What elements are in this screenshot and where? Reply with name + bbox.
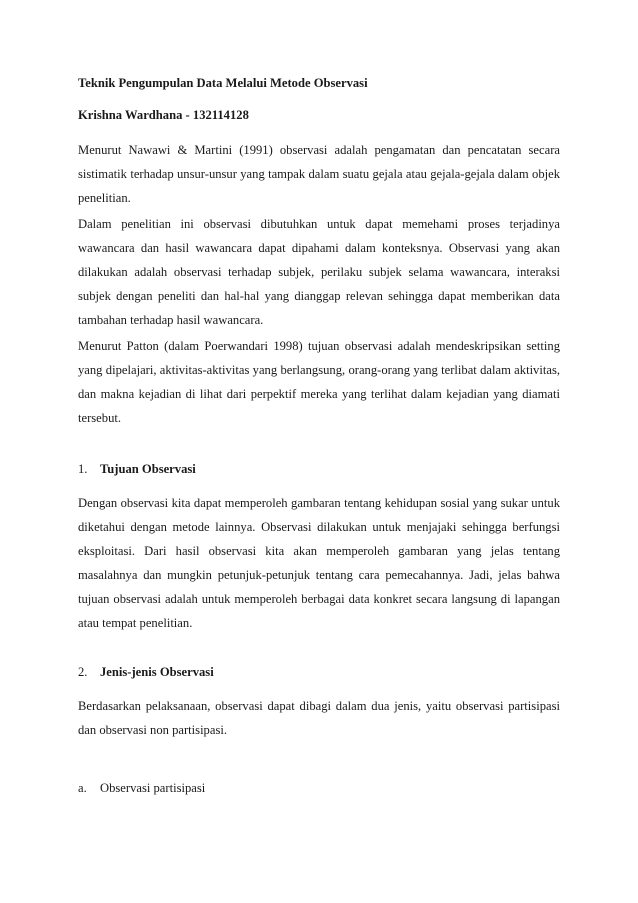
paragraph-line: tersebut.	[78, 411, 122, 425]
paragraph-line: yang dipelajari, aktivitas-aktivitas yang berlangsung, orang-orang yang terlibat dalam aktivitas,	[78, 363, 560, 377]
paragraph-line: dan makna kejadian di lihat dari perpektif mereka yang terlihat dalam kejadian yang diamati	[78, 387, 560, 401]
paragraph-line: wawancara dan hasil wawancara dapat dipahami dalam konteksnya. Observasi yang akan	[78, 241, 560, 255]
section-heading-1	[78, 461, 196, 477]
paragraph-line: Berdasarkan pelaksanaan, observasi dapat dibagi dalam dua jenis, yaitu observasi partisipasi	[78, 699, 560, 713]
paragraph-line: Dengan observasi kita dapat memperoleh gambaran tentang kehidupan sosial yang sukar untuk	[78, 496, 560, 510]
document-author: Krishna Wardhana - 132114128	[78, 108, 249, 122]
subsection-heading-a	[78, 780, 205, 796]
paragraph-line: tambahan terhadap hasil wawancara.	[78, 313, 264, 327]
paragraph-line: sistimatik terhadap unsur-unsur yang tampak dalam suatu gejala atau gejala-gejala dalam objek	[78, 167, 560, 181]
paragraph-line: penelitian.	[78, 191, 131, 205]
section-number: 2.	[78, 665, 88, 679]
section-title: Jenis-jenis Observasi	[100, 665, 214, 679]
document-title: Teknik Pengumpulan Data Melalui Metode Observasi	[78, 76, 368, 90]
section-title: Tujuan Observasi	[100, 462, 196, 476]
paragraph-line: eksploitasi. Dari hasil observasi kita akan memperoleh gambaran yang jelas tentang	[78, 544, 560, 558]
paragraph-line: diketahui dengan metode lainnya. Observasi dilakukan untuk menjajaki sehingga berfungsi	[78, 520, 560, 534]
subsection-letter: a.	[78, 781, 87, 795]
paragraph-line: subjek dengan peneliti dan hal-hal yang dianggap relevan sehingga dapat memberikan data	[78, 289, 560, 303]
paragraph-line: dan observasi non partisipasi.	[78, 723, 227, 737]
paragraph-line: dilakukan adalah observasi terhadap subjek, perilaku subjek selama wawancara, interaksi	[78, 265, 560, 279]
paragraph-line: Menurut Nawawi & Martini (1991) observasi adalah pengamatan dan pencatatan secara	[78, 143, 560, 157]
paragraph-line: masalahnya dan mungkin petunjuk-petunjuk tentang cara pemecahannya. Jadi, jelas bahwa	[78, 568, 560, 582]
paragraph-line: atau tempat penelitian.	[78, 616, 193, 630]
paragraph-line: Dalam penelitian ini observasi dibutuhkan untuk dapat memehami proses terjadinya	[78, 217, 560, 231]
section-heading-2	[78, 664, 214, 680]
section-number: 1.	[78, 462, 88, 476]
paragraph-line: Menurut Patton (dalam Poerwandari 1998) tujuan observasi adalah mendeskripsikan setting	[78, 339, 560, 353]
subsection-title: Observasi partisipasi	[100, 781, 206, 795]
paragraph-line: tujuan observasi adalah untuk memperoleh berbagai data konkret secara langsung di lapangan	[78, 592, 560, 606]
